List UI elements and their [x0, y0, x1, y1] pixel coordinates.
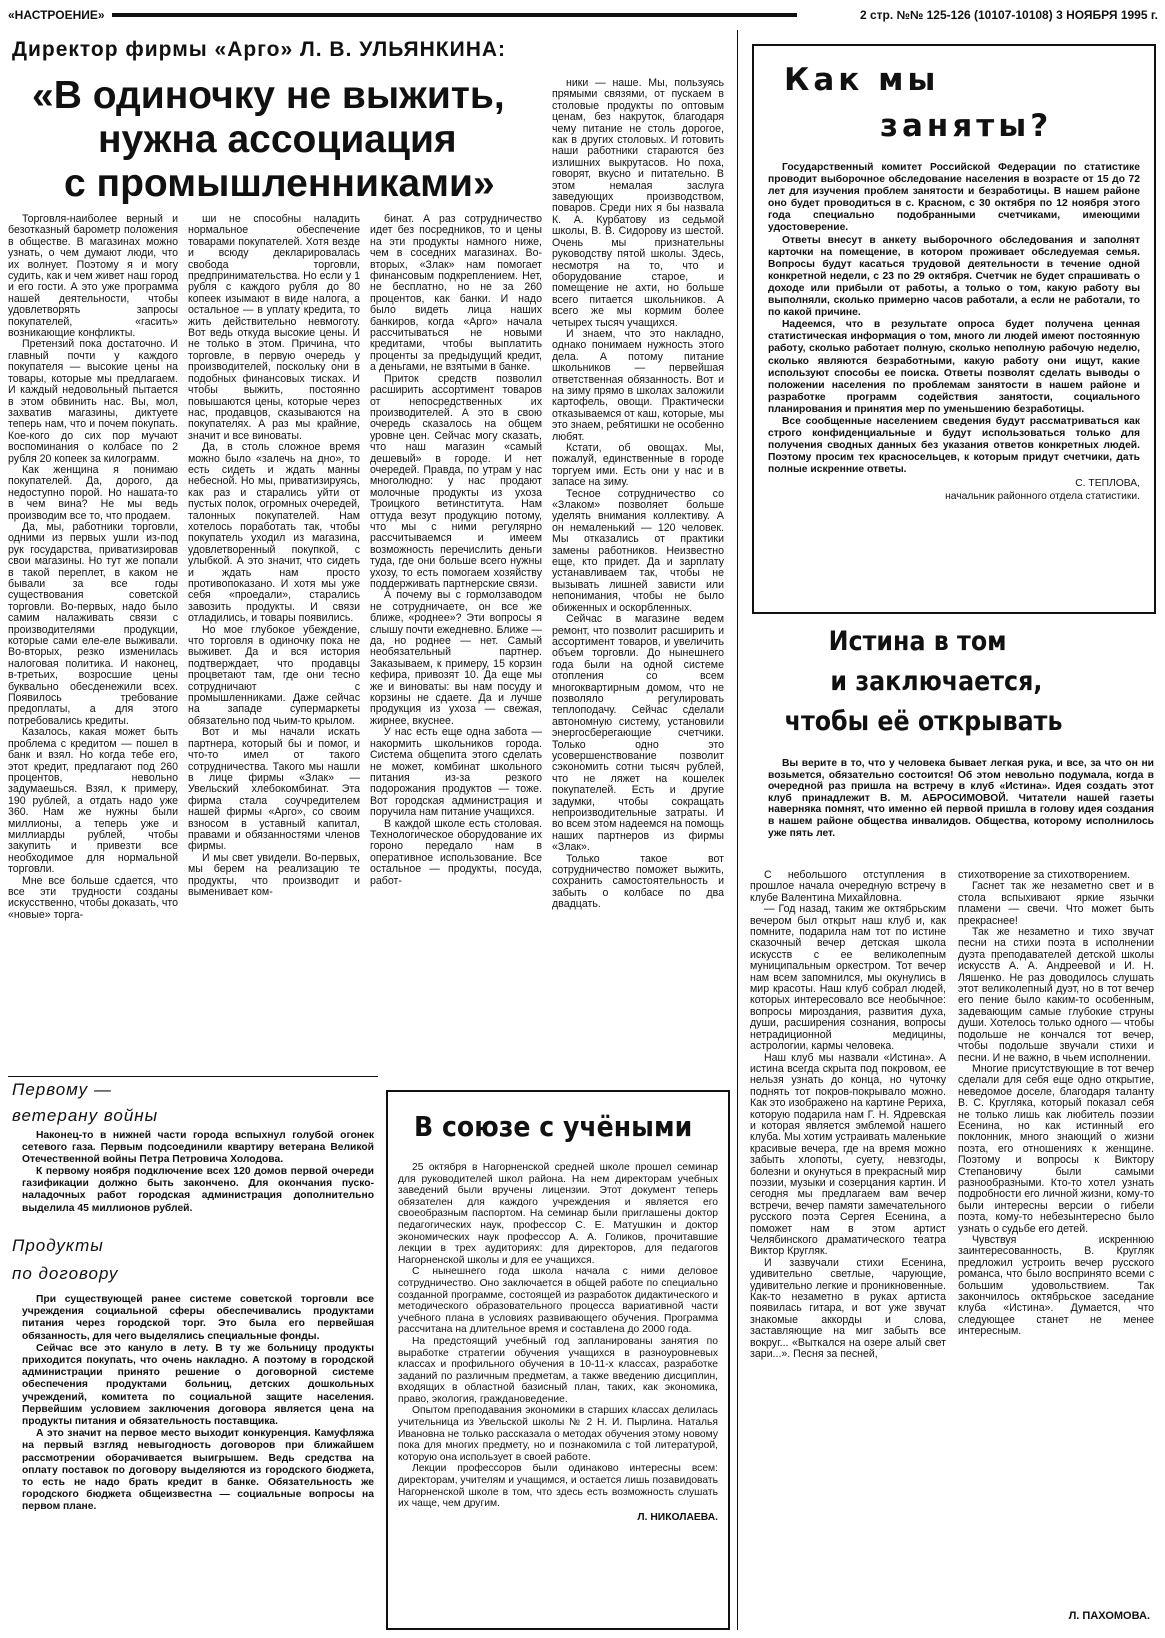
products-body [22, 1294, 374, 1514]
truth-column-2 [958, 870, 1154, 1590]
truth-headline-line: чтобы её открывать [784, 706, 1063, 737]
paragraph: бинат. А раз сотрудничество идет без посредников, то и цены на эти продукты намного ниже, чем в соседних магазинах. Во-вторых, «Злак» нам помогает финансовым подкреплением. Нет, не бесплатно, но не за 260 процентов, как банки. И надо было видеть лица наших банкиров, когда «Арго» начала рассчитываться не новыми кредитами, чтобы выплатить проценты за предыдущий кредит, а деньгами, не взятыми в банке. [370, 214, 542, 374]
paragraph: Но мое глубокое убеждение, что торговля в одиночку пока не выживет. Да и вся история подтверждает, что продавцы процветают там, где они тесно сотрудничают с промышленниками. Даже сейчас на западе супермаркеты обязательно под чьим-то крылом. [188, 623, 360, 727]
scientists-headline: В союзе с учёными [414, 1110, 693, 1143]
main-kicker: Директор фирмы «Арго» Л. В. УЛЬЯНКИНА: [12, 38, 507, 61]
paragraph: — Год назад, таким же октябрьским вечером был открыт наш клуб и, как помните, подарила нам тот по истине сказочный вечер детская школа искусств с ее великолепным муниципальным оркестром. Тот вечер нам всем запомнился, мы окунулись в мир красоты. Наш клуб собрал людей, которых интересовало все необычное: вопросы мироздания, развития духа, души, расширения сознания, вопросы нетрадиционной медицины, астрологии, кармы человека. [750, 903, 946, 1053]
paragraph: ши не способны наладить нормальное обеспечение товарами покупателей. Хотя везде и всюду декларировалась свобода торговли, предпринимательства. Но если у 1 рубля с каждого рубля до 80 копеек изымают в виде налога, а остальное — в уплату кредита, то жить действительно невмоготу. Вот ведь откуда высокие цены. И не только в этом. Причина, что торговле, в первую очередь у производителей, поскольку они в подобных финансовых тисках. И чтобы выжить, постоянно повышаются цены, которые через нас, продавцов, сказываются на покупателях. А раз мы крайние, значит и все виноваты. [188, 214, 360, 442]
veteran-body [22, 1130, 374, 1215]
scientists-body [398, 1162, 718, 1523]
paragraph: Лекции профессоров были одинаково интересны всем: директорам, учителям и учащимся, и остается лишь позавидовать Нагорненской школе в том, что здесь есть возможность слушать их чаще, чем другим. [398, 1463, 718, 1510]
paragraph: И мы свет увидели. Во-первых, мы берем на реализацию те продукты, что производит и вымениваeт ком- [188, 851, 360, 898]
paragraph: Государственный комитет Российской Федерации по статистике проводит выборочное обследование населения в возрасте от 15 до 72 лет для изучения проблем занятости и безработицы. В нашем районе оно будет проводиться в с. Красном, с 30 октября по 12 ноября этого года специально подобранными счетчиками, имеющими удостоверение. [768, 162, 1140, 234]
paragraph: Мне все больше сдается, что все эти трудности созданы искусственно, чтобы доказать, что «новые» торга- [8, 874, 178, 921]
occupation-box [752, 44, 1156, 614]
paragraph: И зазвучали стихи Есенина, удивительно светлые, чарующие, удивительно легкие и проникновенные. Как-то незаметно в руках артиста появилась гитара, и вот уже звучат знакомые аккорды и слова, заставляющие на миг забыть все вокруг... «Выткался на озере алый свет зари...». Песня за песней, [750, 1256, 946, 1361]
main-headline [14, 74, 574, 206]
paragraph: Гаснет так же незаметно свет и в стола вспыхивают яркие язычки пламени — свечи. Что может быть прекраснее! [958, 880, 1154, 927]
paragraph: С небольшого отступления в прошлое начала очередную встречу в клубе Валентина Михайловна. [750, 870, 946, 904]
paragraph: Наконец-то в нижней части города вспыхнул голубой огонек сетевого газа. Первым подсоединили квартиру ветерана Великой Отечественной войны Петра Петровича Холодова. [22, 1130, 374, 1166]
products-heading-line2: по договору [12, 1264, 119, 1283]
paragraph: Только такое вот сотрудничество поможет выжить, сохранить самостоятельность и забыть о колбасе по два двадцать. [552, 852, 724, 911]
paragraph: Претензий пока достаточно. И главный почти у каждого покупателя — высокие цены на товары, которые мы предлагаем. И каждый недовольный пытается в этом обвинить нас. Вы, мол, захватив магазины, диктуете теперь нам, что и почем покупать. Кое-кого до сих пор мучают воспоминания о колбасе по 2 рубля 20 копеек за килограмм. [8, 338, 178, 465]
paragraph: Вот и мы начали искать партнера, который бы и помог, и что-то имел от такого сотрудничества. Такого мы нашли в лице фирмы «Злак» — Увельский хлебокомбинат. Эта фирма стала соучредителем нашей фирмы «Арго», со своим взносом в уставный капитал, правами и обязанностями членов фирмы. [188, 726, 360, 853]
paragraph: Так же незаметно и тихо звучат песни на стихи поэта в исполнении дуэта преподавателей детской школы искусств А. А. Андреевой и И. Н. Ляшенко. Не раз доводилось слушать этот великолепный дуэт, но в тот вечер его пение было каким-то особенным, задевающим самые глубокие струны души. Хотелось только одного — чтобы подольше не кончался тот вечер, чтобы подольше звучали стихи и песни. И не важно, в чьем исполнении. [958, 926, 1154, 1064]
main-column-3 [370, 214, 542, 1050]
truth-column-1 [750, 870, 946, 1610]
paragraph: К первому ноября подключение всех 120 домов первой очереди газификации должно быть закончено. Для окончания пуско-наладочных работ городская администрация дополнительно выделила 45 миллионов рублей. [22, 1166, 374, 1214]
occupation-signature-title: начальник районного отдела статистики. [945, 490, 1140, 502]
paragraph: Все сообщенные населением сведения будут рассматриваться как строго конфиденциальные и будут использоваться только для получения сводных данных без указания ответов конкретных людей. Поэтому просим тех красносельцев, к которым придут счетчики, дать полные искренние ответы. [768, 415, 1140, 476]
paragraph: Кстати, об овощах. Мы, пожалуй, единственные в городе торгуем ими. Есть они у нас и в запасе на зиму. [552, 442, 724, 489]
main-headline-line: нужна ассоциация [98, 118, 457, 161]
main-column-1 [8, 214, 178, 1050]
paragraph: Да, в столь сложное время можно было «залечь на дно», то есть сидеть и ждать манны небесной. Но мы, приватизируясь, как раз и старались уйти от пустых полок, огромных очередей, талонных покупателей. Нам хотелось поработать так, чтобы покупатель уходил из магазина, удовлетворенный покупкой, с улыбкой. А это значит, что сидеть и ждать нам просто противопоказано. И хотя мы уже себя «проедали», старались завозить продукты. И связи отладились, и товары появились. [188, 441, 360, 625]
paragraph: Тесное сотрудничество со «Злаком» позволяет больше уделять внимания коллективу. А он немаленький — 120 человек. Мы отказались от практики замены работников. Неизвестно еще, кто придет. Да и зарплату устанавливаем так, чтобы не вызывать лишней зависти или непонимания, чтобы не было обиженных и оскорбленных. [552, 487, 724, 614]
veteran-heading-line2: ветерану войны [12, 1106, 159, 1125]
paragraph: А почему вы с гормолзаводом не сотрудничаете, он все же ближе, «роднее»? Эти вопросы я слышу почти ежедневно. Ближе — да, но роднее — нет. Самый необязательный партнер. Заказываем, к примеру, 15 корзин кефира, привозят 10. Да еще мы же и виноваты: вы нам посуду и корзины не сдаете. Да и лучше продукция из ухоза — свежая, жирнее, вкуснее. [370, 589, 542, 727]
paragraph: Сейчас все это кануло в лету. В ту же больницу продукты приходится покупать, что очень накладно. А поэтому в городской администрации принято решение о договорной системе обеспечения продуктами больниц, детских дошкольных учреждений, комитета по социальной защите населения. Первейшим условием заключения договора является цена на продукты питания и обязательность поставщика. [22, 1342, 374, 1428]
occupation-signature: С. ТЕПЛОВА, [1075, 478, 1140, 490]
paragraph: Надеемся, что в результате опроса будет получена ценная статистическая информация о том, много ли людей имеют постоянную работу, сколько работает полную, сколько неполную рабочую неделю, сколько являются безработными, какую работу они ищут, какие используют способы ее поиска. Ответы позволят сделать выводы о положении населения по проблемам занятости в нашем районе и разработке программ содействия занятости, социального планирования и принятия мер по уменьшению безработицы. [768, 319, 1140, 415]
paragraph: Наш клуб мы назвали «Истина». А истина всегда скрыта под покровом, ее нельзя узнать до конца, но чуточку поднять тот покров-покрывало можно. Как это изображено на картине Рериха, которую подарила нам Г. Н. Ядревская и которая является эмблемой нашего клуба. Мы хотим устраивать маленькие красивые вечера, где на время можно забыть хлопоты, суету, невзгоды, болезни и окунуться в прекрасный мир поэзии, музыки и созерцания картин. И сегодня мы предлагаем вам вечер встречи, вечер памяти замечательного русского поэта Сергея Есенина, а поможет нам в этом артист Челябинского драматического театра Виктор Кругляк. [750, 1051, 946, 1258]
truth-headline-line: Истина в том [828, 626, 1007, 657]
occupation-headline-line1: Как мы [784, 62, 940, 98]
paragraph: Да, мы, работники торговли, одними из первых ушли из-под рук государства, приватизировав свои магазины. Но тут же попали в такой переплет, в каком не бывали за все годы существования советской торговли. Во-первых, надо было самим налаживать связи с производителями продукции, которые сами еле-еле выживали. Во-вторых, резко изменилась налоговая политика. И наконец, в-третьих, возросшие цены буквально обесденежили всех. Появилось требование предоплаты, а для этого потребовались кредиты. [8, 520, 178, 727]
paragraph: На предстоящий учебный год запланированы занятия по выработке стратегии обучения учащихся в разноуровневых классах и профильного обучения в 10-11-х классах, разработке заданий по различным предметам, а также введению дисциплин, входящих в областной базисный план, таких, как экономика, право, экология, граждановедение. [398, 1335, 718, 1405]
section-divider [8, 1076, 378, 1077]
masthead-rule [112, 13, 797, 17]
paragraph: Чувствуя искреннюю заинтересованность, В. Кругляк предложил устроить вечер русского романса, что было воспринято всеми с большим удовольствием. Так закончилось октябрьское заседание клуба «Истина». Думается, что следующее станет не менее интересным. [958, 1234, 1154, 1338]
paragraph: И знаем, что это накладно, однако понимаем нужность этого дела. А потому питание школьников — первейшая ответственная обязанность. Вот и на зиму прямо в школах заложили картофель, овощи. Практически отказываемся от каш, которые, мы это знаем, ребятишки не особенно любят. [552, 327, 724, 443]
scientists-signature: Л. НИКОЛАЕВА. [637, 1511, 718, 1523]
main-headline-line: с промышленниками» [64, 162, 495, 205]
truth-lead: Вы верите в то, что у человека бывает легкая рука, и все, за что он ни возьмется, обязательно состоится! Об этом невольно подумала, когда в очередной раз пришла на встречу в клуб «Истина». Идея создать этот клуб принадлежит В. М. АБРОСИМОВОЙ. Читатели нашей газеты наверняка помнят, что именно ей первой пришла в голову идея создания в нашем районе общества инвалидов. Общества, которому исполнилось уже пять лет. [768, 758, 1154, 839]
column-divider [737, 30, 738, 1630]
paragraph: ники — наше. Мы, пользуясь прямыми связями, от пускаем в столовые продукты по оптовым ценам, без накруток, благодаря чему питание не столь дорогое, как в других столовых. И готовить наши работники стараются без излишних выкрутасов. Но поха, говорят, вкусно и питательно. В этом немалая заслуга заведующих производством, поваров. Среди них я бы назвала К. А. Курбатову из седьмой школы, В. В. Сидорову из шестой. Очень мы признательны руководству пятой школы. Здесь, несмотря на то, что и оборудование старое, и помещение не ахти, но больше всего питается школьников. А всего же мы кормим более четырех тысяч учащихся. [552, 78, 724, 329]
main-column-4 [552, 78, 724, 1050]
truth-headline [760, 622, 1112, 742]
products-heading-line1: Продукты [12, 1236, 104, 1255]
main-headline-line: «В одиночку не выжить, [32, 74, 505, 117]
paragraph: стихотворение за стихотворением. [958, 870, 1131, 881]
section-name: «НАСТРОЕНИЕ» [8, 8, 105, 22]
paragraph: Как женщина я понимаю покупателей. Да, дорого, да недоступно порой. Но нашата-то в чем вина? Не мы ведь производим все то, что продаем. [8, 463, 178, 522]
paragraph: А это значит на первое место выходит конкуренция. Камуфляжа на первый взгляд невыгодность договоров при ближайшем рассмотрении оборачивается выигрышем. Ведь средства на оплату поставок по договору выделяются из городского бюджета, то есть не надо брать кредит в банке. Обязательность же городского бюджета общеизвестна — социальные вопросы на первом плане. [22, 1428, 374, 1513]
paragraph: Многие присутствующие в тот вечер сделали для себя еще одно открытие, неведомое доселе, благодаря таланту В. С. Кругляка, который показал себя не только лишь как любитель поэзии Есенина, но как истинный его поклонник, много знающий о жизни поэта, его отношениях к женщине. Поэтому и вопросы к Виктору Степановичу были самыми разнообразными. Кто-то хотел узнать подробности его личной жизни, кому-то были интересны версии о гибели поэта, кому-то небезынтересно было узнать о судьбе его детей. [958, 1062, 1154, 1235]
main-column-2 [188, 214, 360, 1050]
paragraph: Торговля-наиболее верный и безотказный барометр положения в обществе. В магазинах можно узнать, о чем думают люди, что их волнует. Поэтому я и могу судить, как и чем живет наш город и его гости. А это уже программа нашей деятельности, чтобы удовлетворять запросы покупателей, «гасить» возникающие конфликты. [8, 214, 178, 340]
paragraph: Приток средств позволил расширить ассортимент товаров от непосредственных их производителей. А это в свою очередь сказалось на общем уровне цен. Сейчас могу сказать, что наш магазин «самый дешевый» в городе. И нет очередей. Правда, по утрам у нас многолюдно: у нас продают молочные продукты из ухоза Троицкого ветинститута. Нам оттуда везут продукцию потому, что мы с ними регулярно рассчитываемся и имеем возможность перечислить деньги туда, где они больше всего нужны ухозу, то есть помогаем хозяйству поддерживать партнерские связи. [370, 372, 542, 590]
paragraph: Ответы внесут в анкету выборочного обследования и заполнят карточки на помещение, в котором проживает обследуемая семья. Вопросы будут касаться трудовой деятельности в течение одной конкретной недели, с 23 по 29 октября. Счетчик не будет спрашивать о доходе или прибыли от работы, а только о том, какую работу вы выполняли, сколько примерно часов работали, а если не работали, то по какой причине. [768, 234, 1140, 319]
paragraph: У нас есть еще одна забота — накормить школьников города. Система общепита этого сделать не может, комбинат школьного питания из-за резкого подорожания продуктов — тоже. Вот городская администрация и поручила нам питание учащихся. [370, 726, 542, 819]
paragraph: 25 октября в Нагорненской средней школе прошел семинар для руководителей школ района. На нем директорам учебных заведений были вручены лицензии. Этот документ теперь обязателен для каждого учреждения и является его своеобразным паспортом. На семинар были приглашены доктор педагогических наук, профессор С. Е. Матушкин и доктор экономических наук профессор А. А. Голиков, прочитавшие лекции в трех аудиториях: для директоров, для педагогов Нагорненской школы и для ее учащихся. [398, 1162, 718, 1266]
paragraph: С нынешнего года школа начала с ними деловое сотрудничество. Оно заключается в общей работе по специально созданной программе, состоящей из разработок дидактического и методического образовательного процесса вариативной части учебного плана в условиях развивающего обучения. Программа рассчитана на длительное время и составлена до 2000 года. [398, 1266, 718, 1336]
occupation-body [768, 162, 1140, 503]
paragraph: Опытом преподавания экономики в старших классах делилась учительница из Увельской школы № 2 Н. И. Пырлина. Наталья Ивановна не только рассказала о методах обучения этому новому пока для многих предмету, но и познакомила с той литературой, которую она использует в своей работе. [398, 1405, 718, 1463]
paragraph: Сейчас в магазине ведем ремонт, что позволит расширить и ассортимент товаров, и увеличить объем торговли. До нынешнего года были на одной системе отопления со всем многоквартирным домом, что не позволяло регулировать теплоподачу. Сейчас сделали автономную систему, установили энергосберегающие счетчики. Только одно это усовершенствование позволит сэкономить сотни тысяч рублей, что не ляжет на кошелек покупателей. Есть и другие задумки, чтобы сокращать непроизводительные затраты. И во всем этом надеемся на помощь наших партнеров из фирмы «Злак». [552, 613, 724, 854]
veteran-heading-line1: Первому — [12, 1080, 112, 1099]
scientists-box [386, 1090, 730, 1630]
paragraph: При существующей ранее системе советской торговли все учреждения социальной сферы обеспечивались продуктами питания через городской торг. Это была его первейшая обязанность, для чего выделялись специальные фонды. [22, 1294, 374, 1342]
truth-signature: Л. ПАХОМОВА. [1068, 1610, 1150, 1622]
paragraph: В каждой школе есть столовая. Технологическое оборудование их гороно передало нам в оперативное использование. Все остальное — продукты, посуда, работ- [370, 817, 542, 887]
issue-info: 2 стр. №№ 125-126 (10107-10108) 3 НОЯБРЯ 1995 г. [859, 8, 1158, 22]
occupation-headline-line2: заняты? [880, 108, 1053, 144]
truth-headline-line: и заключается, [830, 666, 1043, 697]
paragraph: Казалось, какая может быть проблема с кредитом — пошел в банк и взял. Но когда тебе его, этот кредит, предлагают под 260 процентов, невольно задумаешься. Взял, к примеру, 190 рублей, а отдать надо уже 360. Нам же нужны были миллионы, а теперь уже и миллиарды рублей, чтобы закупить и привезти все необходимое для нормальной торговли. [8, 726, 178, 876]
